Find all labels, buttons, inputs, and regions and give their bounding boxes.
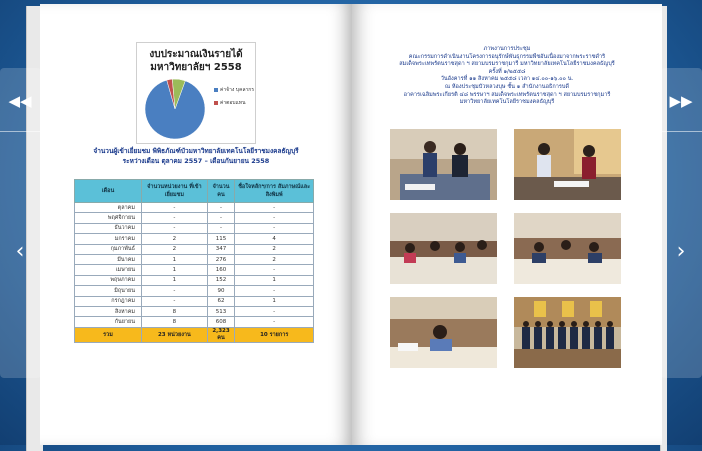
table-cell: มิถุนายน bbox=[75, 286, 142, 296]
heading-line: มหาวิทยาลัยเทคโนโลยีราชมงคลธัญบุรี bbox=[459, 99, 555, 106]
meeting-photo-5 bbox=[390, 297, 497, 368]
table-cell: - bbox=[142, 286, 208, 296]
heading-line: ณ ห้องประชุมบัวหลวงบุษ ชั้น ๑ สำนักงานอธิการบดี bbox=[444, 83, 570, 90]
heading-line: อาคารเฉลิมพระเกียรติ ๔๘ พรรษาฯ สมเด็จพระเทพรัตนราชสุดา ฯ สยามบรมราชกุมารี bbox=[403, 91, 611, 98]
table-row bbox=[75, 234, 314, 244]
divider bbox=[661, 131, 702, 132]
table-cell: - bbox=[235, 213, 314, 223]
table-row bbox=[75, 317, 314, 327]
table-cell: - bbox=[207, 223, 235, 233]
table-cell: ตุลาคม bbox=[75, 203, 142, 213]
visitors-table bbox=[74, 179, 314, 343]
table-cell: 62 bbox=[207, 296, 235, 306]
table-total-cell: 23 หน่วยงาน bbox=[142, 327, 208, 342]
heading-line: สมเด็จพระเทพรัตนราชสุดา ฯ สยามบรมราชกุมารี มหาวิทยาลัยเทคโนโลยีราชมงคลธัญบุรี bbox=[399, 61, 615, 68]
right-nav-panel bbox=[661, 68, 702, 378]
table-row bbox=[75, 306, 314, 316]
table-cell: มกราคม bbox=[75, 234, 142, 244]
table-row bbox=[75, 254, 314, 264]
table-cell: - bbox=[235, 203, 314, 213]
table-cell: กุมภาพันธ์ bbox=[75, 244, 142, 254]
table-cell: - bbox=[235, 265, 314, 275]
table-header: ชื่อใจหลักฯ/การ สัมภาษณ์และสิงพิมพ์ bbox=[235, 180, 314, 203]
table-cell: กรกฎาคม bbox=[75, 296, 142, 306]
table-cell: 115 bbox=[207, 234, 235, 244]
table-cell: กันยายน bbox=[75, 317, 142, 327]
table-row bbox=[75, 213, 314, 223]
table-total-cell: 10 รายการ bbox=[235, 327, 314, 342]
table-caption-1: จำนวนผู้เข้าเยี่ยมชม พิพิธภัณฑ์บัวมหาวิทยาลัยเทคโนโลยีราชมงคลธัญบุรี bbox=[93, 147, 299, 155]
table-cell: 160 bbox=[207, 265, 235, 275]
table-header: เดือน bbox=[75, 180, 142, 203]
meeting-photo-6 bbox=[514, 297, 621, 368]
left-nav-panel bbox=[0, 68, 41, 378]
meeting-photo-4 bbox=[514, 213, 621, 284]
table-cell: 608 bbox=[207, 317, 235, 327]
table-cell: 1 bbox=[235, 275, 314, 285]
table-cell: - bbox=[235, 223, 314, 233]
table-cell: - bbox=[235, 306, 314, 316]
table-total-cell: รวม bbox=[75, 327, 142, 342]
table-cell: - bbox=[207, 213, 235, 223]
legend-label: ค่าตอบแทน bbox=[220, 100, 246, 106]
divider bbox=[0, 131, 41, 132]
table-cell: - bbox=[142, 213, 208, 223]
table-cell: ธันวาคม bbox=[75, 223, 142, 233]
legend-item bbox=[214, 87, 254, 94]
table-row bbox=[75, 223, 314, 233]
chart-title-line2: มหาวิทยาลัยฯ 2558 bbox=[150, 62, 242, 73]
table-cell: 1 bbox=[235, 296, 314, 306]
table-row bbox=[75, 286, 314, 296]
table-cell: - bbox=[142, 203, 208, 213]
table-total-row bbox=[75, 327, 314, 342]
table-row bbox=[75, 296, 314, 306]
table-cell: เมษายน bbox=[75, 265, 142, 275]
meeting-heading bbox=[372, 46, 642, 107]
heading-line: คณะกรรมการดำเนินงานโครงการอนุรักษ์พันธุกรรมพืชอันเนื่องมาจากพระราชดำริ bbox=[408, 53, 606, 60]
table-cell: 90 bbox=[207, 286, 235, 296]
table-cell: 1 bbox=[142, 265, 208, 275]
legend-label: ค่าจ้าง บุคลากร bbox=[220, 87, 255, 93]
table-cell: - bbox=[207, 203, 235, 213]
meeting-photo-2 bbox=[514, 129, 621, 200]
table-cell: 513 bbox=[207, 306, 235, 316]
prev-page-button[interactable]: ‹ bbox=[15, 239, 25, 264]
table-header: จำนวนคน bbox=[207, 180, 235, 203]
table-cell: 1 bbox=[142, 275, 208, 285]
table-cell: 152 bbox=[207, 275, 235, 285]
table-row bbox=[75, 244, 314, 254]
table-cell: พฤศจิกายน bbox=[75, 213, 142, 223]
pie-chart bbox=[136, 42, 256, 144]
next-page-button[interactable]: › bbox=[676, 239, 686, 264]
table-header: จำนวนหน่วยงาน ที่เข้าเยี่ยมชม bbox=[142, 180, 208, 203]
table-row bbox=[75, 203, 314, 213]
meeting-photo-1 bbox=[390, 129, 497, 200]
table-cell: - bbox=[235, 317, 314, 327]
table-caption-2: ระหว่างเดือน ตุลาคม 2557 – เดือนกันยายน 2558 bbox=[122, 157, 270, 165]
heading-line: วันอังคารที่ ๑๑ สิงหาคม ๒๕๕๘ เวลา ๑๔.๐๐-๑๖.๐๐ น. bbox=[440, 76, 574, 83]
legend-item bbox=[214, 100, 254, 107]
chart-legend bbox=[214, 87, 254, 107]
table-cell: - bbox=[142, 296, 208, 306]
right-page[interactable] bbox=[352, 4, 662, 445]
table-cell: สิงหาคม bbox=[75, 306, 142, 316]
table-cell: 8 bbox=[142, 317, 208, 327]
table-row bbox=[75, 275, 314, 285]
heading-line: ครั้งที่ ๑/๒๕๕๘ bbox=[488, 68, 526, 75]
table-row bbox=[75, 265, 314, 275]
table-cell: 2 bbox=[235, 254, 314, 264]
table-cell: - bbox=[142, 223, 208, 233]
last-page-button[interactable]: ▶▶ bbox=[669, 92, 693, 110]
table-cell: 347 bbox=[207, 244, 235, 254]
heading-line: ภาพงานการประชุม bbox=[483, 46, 531, 52]
table-cell: 2 bbox=[235, 244, 314, 254]
meeting-photo-3 bbox=[390, 213, 497, 284]
table-cell: - bbox=[235, 286, 314, 296]
table-cell: พฤษภาคม bbox=[75, 275, 142, 285]
table-total-cell: 2,323 คน bbox=[207, 327, 235, 342]
table-cell: 2 bbox=[142, 244, 208, 254]
table-cell: 4 bbox=[235, 234, 314, 244]
first-page-button[interactable]: ◀◀ bbox=[8, 92, 32, 110]
table-cell: 276 bbox=[207, 254, 235, 264]
table-cell: 1 bbox=[142, 254, 208, 264]
left-page[interactable] bbox=[40, 4, 352, 445]
table-cell: 2 bbox=[142, 234, 208, 244]
table-cell: 8 bbox=[142, 306, 208, 316]
chart-title-line1: งบประมาณเงินรายได้ bbox=[149, 49, 243, 60]
table-cell: มีนาคม bbox=[75, 254, 142, 264]
